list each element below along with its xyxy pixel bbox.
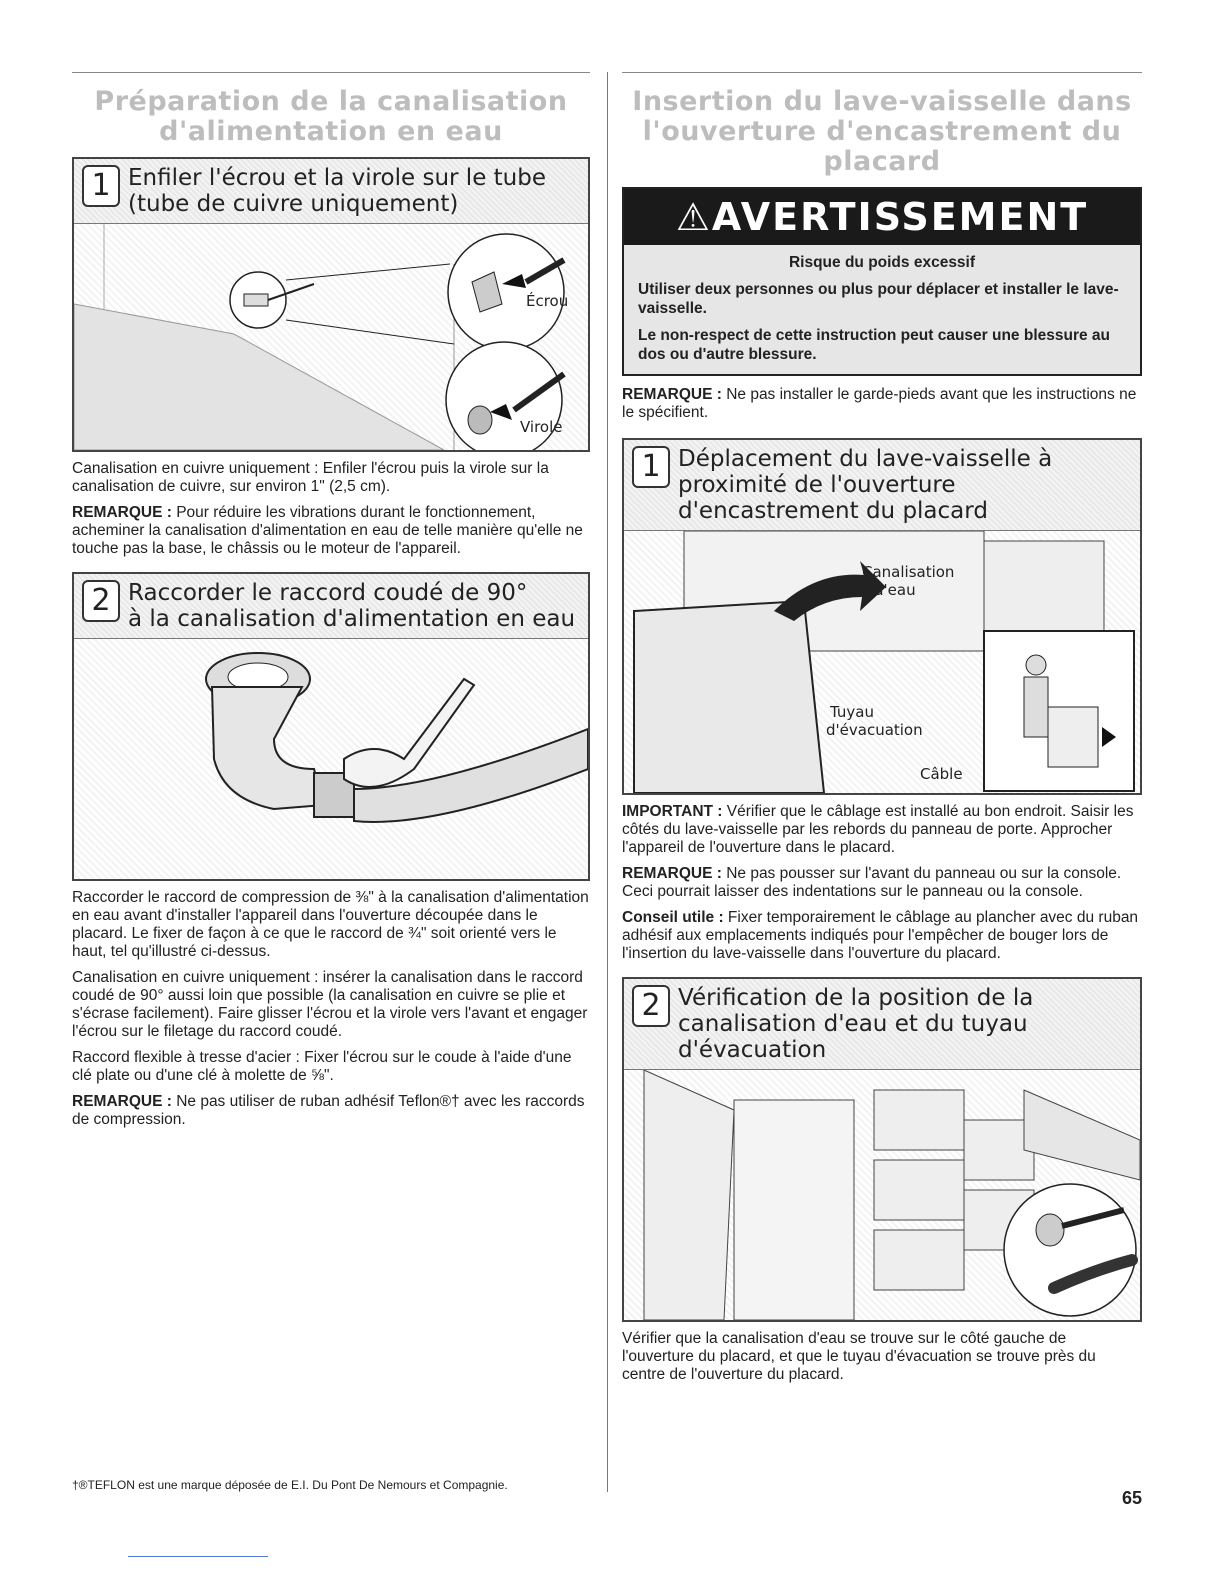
step-title-line-2: proximité de l'ouverture bbox=[678, 472, 956, 498]
tip-text: Fixer temporairement le câblage au plancher avec du ruban adhésif aux emplacements indiqués pour l'empêcher de bouger lors de l'insertion du lave-vaisselle dans l'ouverture du placard. bbox=[622, 909, 1139, 962]
warning-box bbox=[622, 187, 1142, 376]
label-ferrule: Virole bbox=[520, 418, 563, 436]
important-text: Vérifier que le câblage est installé au bon endroit. Saisir les côtés du lave-vaisselle par les rebords du panneau de porte. Approcher l'appareil de l'ouverture dans le placard. bbox=[622, 803, 1134, 856]
paragraph-compression-fitting: Raccorder le raccord de compression de ⅜" à la canalisation d'alimentation en eau avant d'installer l'appareil dans l'ouverture découpée dans le placard. Le fixer de façon à ce que le raccord de ¾" soit orienté vers le haut, tel qu'illustré ci-dessus. bbox=[72, 889, 589, 960]
paragraph-copper-only: Canalisation en cuivre uniquement : Enfiler l'écrou puis la virole sur la canalisation de cuivre, sur environ 1" (2,5 cm). bbox=[72, 460, 549, 495]
step-1-move-dishwasher bbox=[622, 438, 1142, 795]
note-text: Ne pas pousser sur l'avant du panneau ou sur la console. Ceci pourrait laisser des indentations sur le panneau ou la console. bbox=[622, 865, 1122, 900]
step-number: 1 bbox=[82, 165, 120, 207]
warning-subtitle: Risque du poids excessif bbox=[788, 254, 976, 271]
section-title-line-1: Préparation de la canalisation bbox=[94, 86, 568, 117]
paragraph-note-vibration bbox=[72, 504, 590, 558]
note-label: REMARQUE : bbox=[622, 386, 722, 403]
label-drain-line-2: d'évacuation bbox=[826, 721, 923, 739]
step-header bbox=[74, 159, 588, 224]
illustration-elbow bbox=[74, 639, 588, 879]
step-header bbox=[624, 440, 1140, 531]
note-text: Pour réduire les vibrations durant le fonctionnement, acheminer la canalisation d'alimentation en eau de telle manière qu'elle ne touche pas la base, le châssis ou le moteur de l'appareil. bbox=[72, 504, 583, 557]
label-cable: Câble bbox=[920, 765, 963, 783]
step-number: 2 bbox=[632, 985, 670, 1027]
section-title-water-supply bbox=[72, 87, 590, 147]
footnote-teflon: †®TEFLON est une marque déposée de E.I. Du Pont De Nemours et Compagnie. bbox=[72, 1478, 508, 1492]
column-divider bbox=[607, 72, 608, 1492]
warning-body bbox=[624, 245, 1140, 374]
check-position-drawing bbox=[624, 1070, 1140, 1320]
paragraph-copper-insert: Canalisation en cuivre uniquement : insérer la canalisation dans le raccord coudé de 90° aussi loin que possible (la canalisation en cuivre se plie et s'écrase facilement). Faire glisser l'écrou et la virole vers l'avant et engager l'écrou sur le filetage du raccord coudé. bbox=[72, 969, 588, 1040]
nut-ferrule-drawing bbox=[74, 224, 588, 450]
step-header bbox=[74, 574, 588, 639]
note-text: Ne pas utiliser de ruban adhésif Teflon®† avec les raccords de compression. bbox=[72, 1093, 585, 1128]
warning-heading: ⚠AVERTISSEMENT bbox=[624, 189, 1140, 245]
step-title-line-1: Raccorder le raccord coudé de 90° bbox=[128, 580, 528, 606]
step-title-line-2: canalisation d'eau et du tuyau bbox=[678, 1011, 1028, 1037]
elbow-drawing bbox=[74, 639, 588, 879]
tip-label: Conseil utile : bbox=[622, 909, 724, 926]
note-text: Ne pas installer le garde-pieds avant que les instructions ne le spécifient. bbox=[622, 386, 1137, 421]
step-number: 1 bbox=[632, 446, 670, 488]
label-drain-line-1: Tuyau bbox=[830, 703, 874, 721]
step-2-check-position bbox=[622, 977, 1142, 1322]
detail-circle-connections bbox=[1004, 1184, 1136, 1316]
step-title-line-1: Vérification de la position de la bbox=[678, 985, 1034, 1011]
step-title-line-1: Enfiler l'écrou et la virole sur le tube bbox=[128, 165, 546, 191]
paragraph-verify-position: Vérifier que la canalisation d'eau se trouve sur le côté gauche de l'ouverture du placard, et que le tuyau d'évacuation se trouve près du centre de l'ouverture du placard. bbox=[622, 1330, 1096, 1383]
illustration-move-dishwasher bbox=[624, 531, 1140, 793]
move-dishwasher-drawing bbox=[624, 531, 1140, 793]
paragraph-note-toekick bbox=[622, 386, 1142, 422]
step-title-line-1: Déplacement du lave-vaisselle à bbox=[678, 446, 1053, 472]
step-title-line-3: d'encastrement du placard bbox=[678, 498, 988, 524]
note-label: REMARQUE : bbox=[622, 865, 722, 882]
step-title bbox=[678, 985, 1033, 1063]
label-water-line-1: Canalisation bbox=[862, 563, 955, 581]
bottom-rule bbox=[128, 1556, 268, 1557]
note-label: REMARQUE : bbox=[72, 1093, 172, 1110]
section-title-line-1: Insertion du lave-vaisselle dans bbox=[632, 86, 1132, 117]
step-title-line-2: (tube de cuivre uniquement) bbox=[128, 191, 459, 217]
note-label: REMARQUE : bbox=[72, 504, 172, 521]
paragraph-important bbox=[622, 803, 1142, 857]
warning-line-2: Le non-respect de cette instruction peut causer une blessure au dos ou d'autre blessure. bbox=[638, 327, 1111, 363]
section-title-line-2: d'alimentation en eau bbox=[159, 116, 503, 147]
section-title-line-2: l'ouverture d'encastrement du placard bbox=[642, 116, 1122, 177]
paragraph-tip bbox=[622, 909, 1142, 963]
step-1-nut-ferrule bbox=[72, 157, 590, 452]
step-title bbox=[128, 580, 575, 632]
paragraph-note-teflon bbox=[72, 1093, 590, 1129]
page-number: 65 bbox=[1121, 1488, 1142, 1508]
step-title bbox=[678, 446, 1052, 524]
dishwasher-shape bbox=[634, 601, 824, 793]
step-header bbox=[624, 979, 1140, 1070]
top-rule-right bbox=[622, 72, 1142, 73]
step-number: 2 bbox=[82, 580, 120, 622]
important-label: IMPORTANT : bbox=[622, 803, 723, 820]
step-title-line-3: d'évacuation bbox=[678, 1037, 827, 1063]
section-title-insertion bbox=[622, 87, 1142, 177]
step-2-elbow bbox=[72, 572, 590, 881]
illustration-check-position bbox=[624, 1070, 1140, 1320]
step-title bbox=[128, 165, 546, 217]
top-rule-left bbox=[72, 72, 590, 73]
warning-line-1: Utiliser deux personnes ou plus pour déplacer et installer le lave-vaisselle. bbox=[638, 281, 1119, 317]
paragraph-note-panel bbox=[622, 865, 1142, 901]
label-water-line-2: d'eau bbox=[874, 581, 916, 599]
paragraph-braided-fitting: Raccord flexible à tresse d'acier : Fixer l'écrou sur le coude à l'aide d'une clé plate ou d'une clé à molette de ⅝". bbox=[72, 1049, 572, 1084]
right-column bbox=[622, 72, 1142, 1390]
step-title-line-2: à la canalisation d'alimentation en eau bbox=[128, 606, 576, 632]
illustration-nut-ferrule bbox=[74, 224, 588, 450]
label-nut: Écrou bbox=[526, 292, 569, 310]
left-column bbox=[72, 72, 590, 1135]
